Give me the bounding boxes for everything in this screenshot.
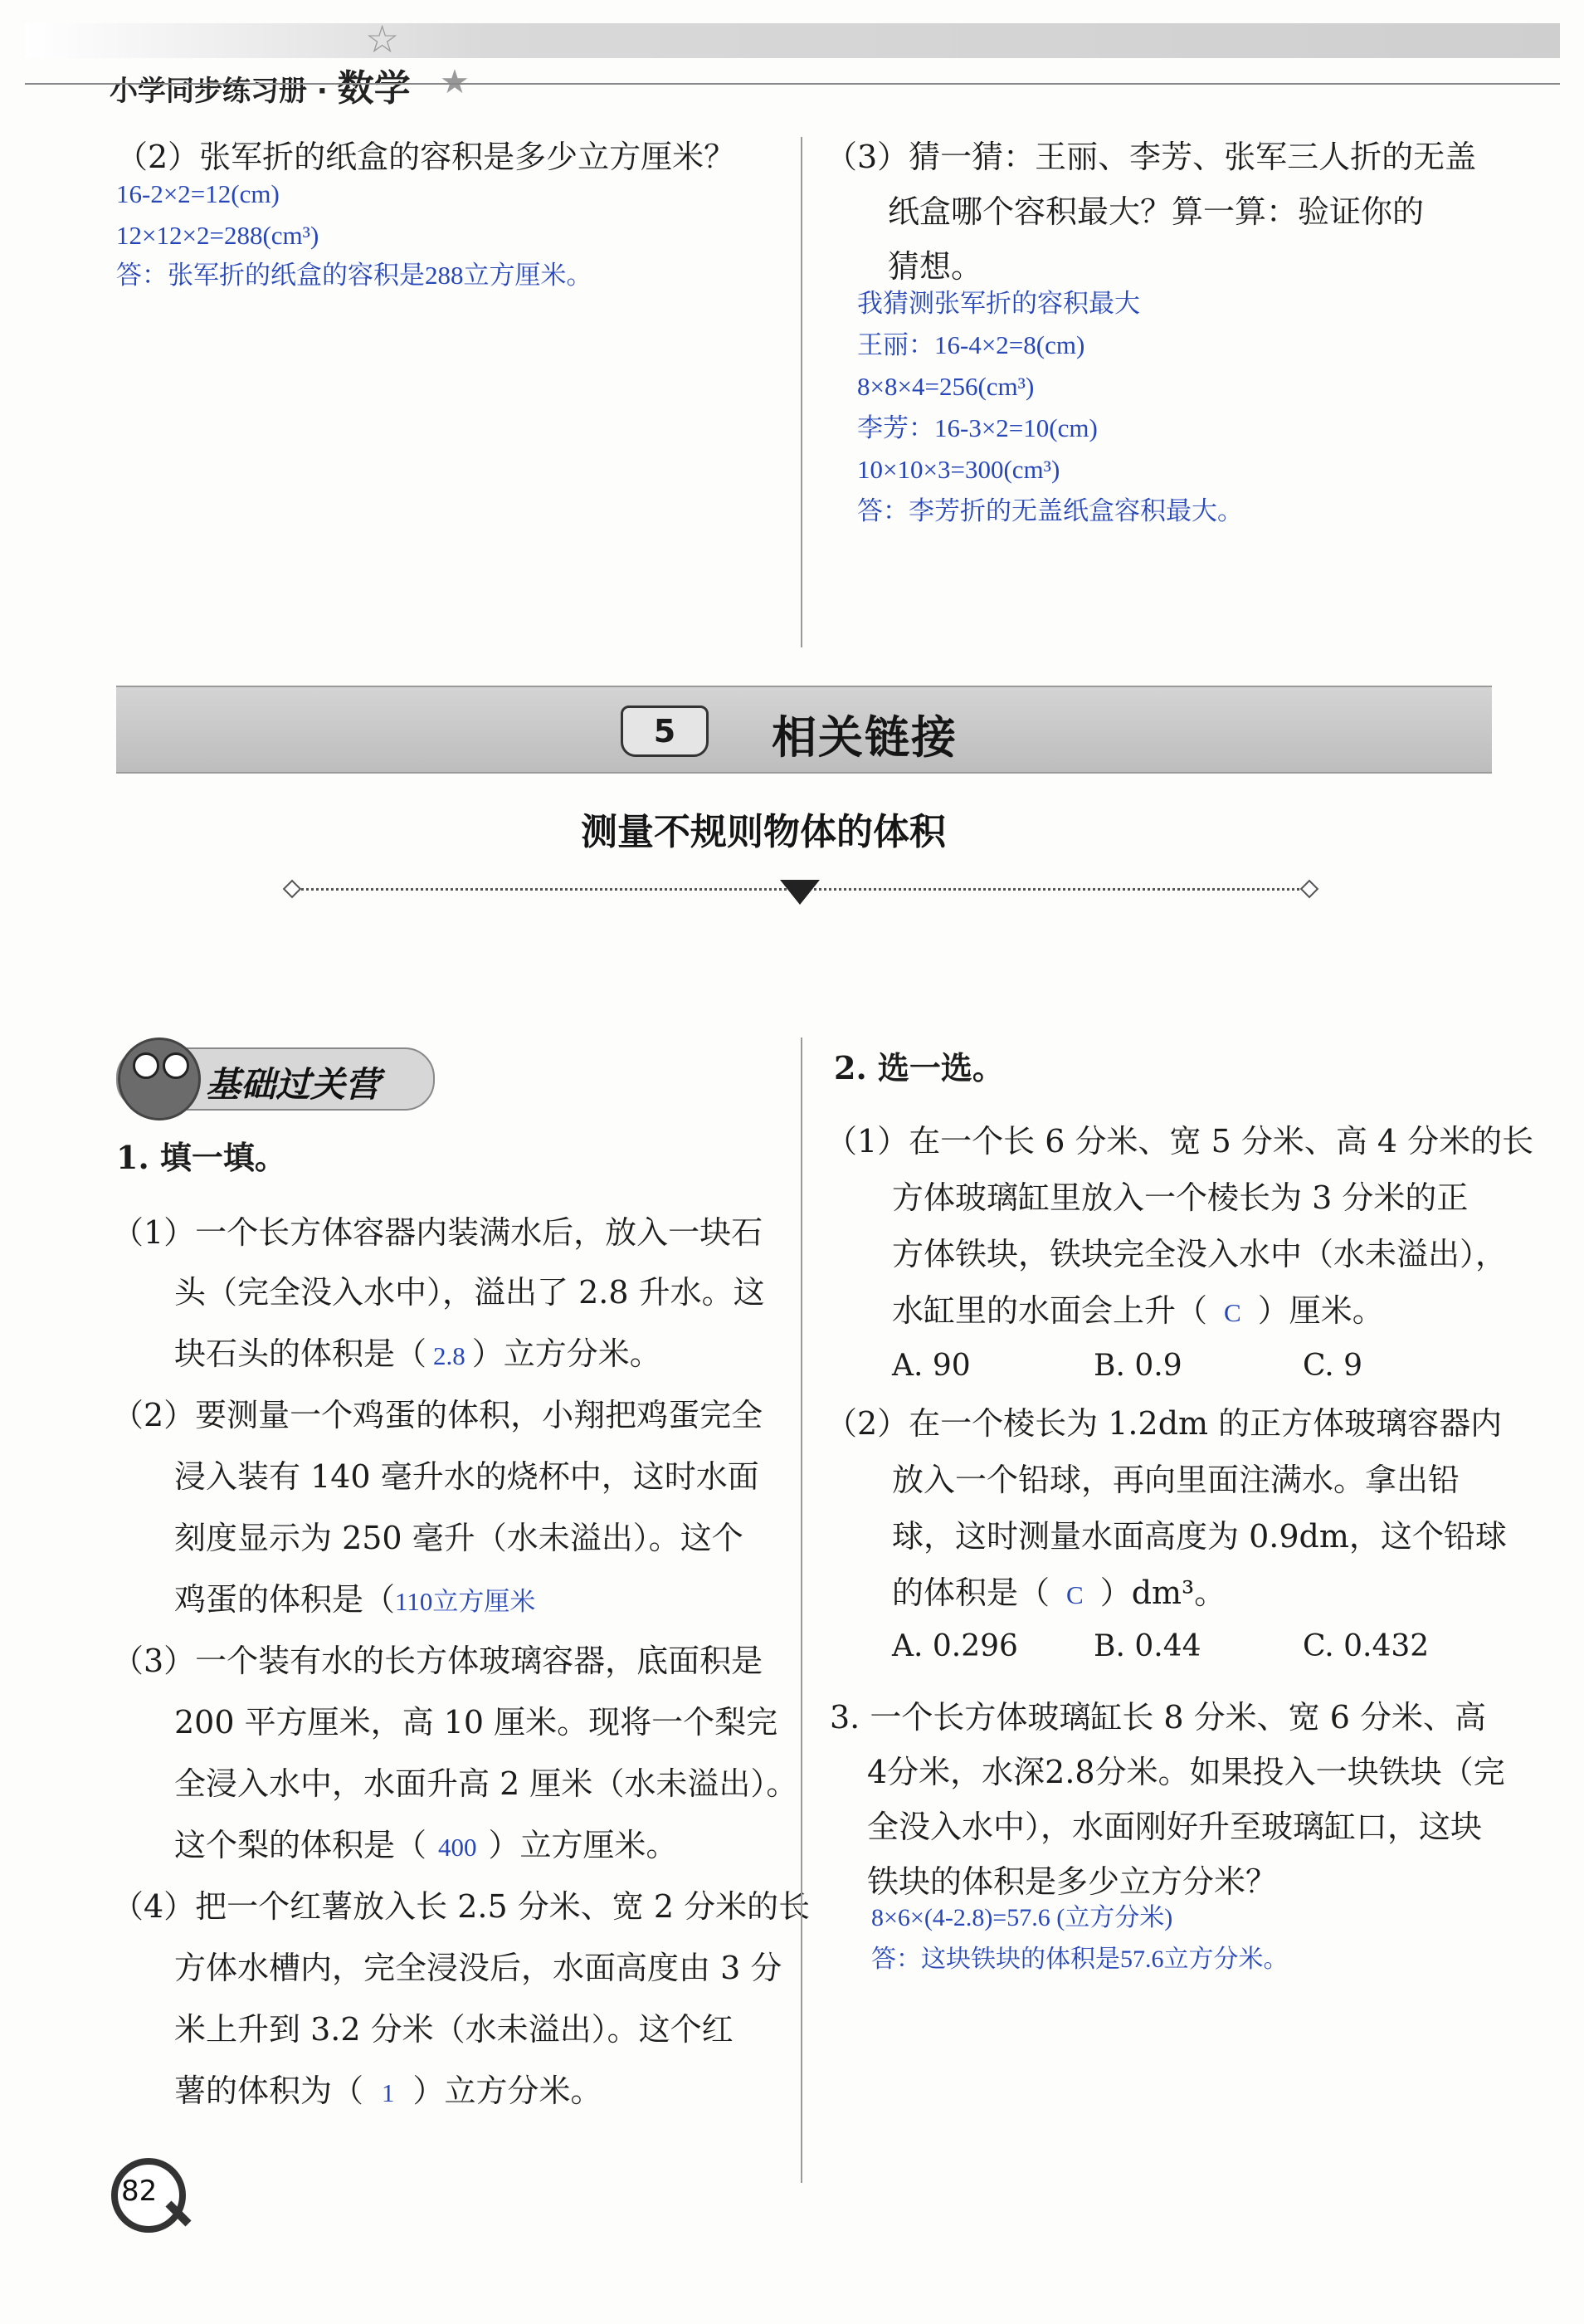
fill-answer: 1 bbox=[382, 2078, 395, 2107]
question-text bbox=[892, 1292, 1384, 1329]
question-text: （3）猜一猜：王丽、李芳、张军三人折的无盖 bbox=[826, 139, 1477, 175]
header-divider bbox=[25, 83, 1560, 85]
answer-line: 12×12×2=288(cm³) bbox=[116, 221, 319, 250]
answer-line: 8×6×(4-2.8)=57.6 (立方分米) bbox=[871, 1904, 1173, 1931]
section-title: 相关链接 bbox=[772, 711, 958, 764]
question-text-part: 薯的体积为（ bbox=[174, 2073, 364, 2109]
eye-icon bbox=[163, 1052, 189, 1079]
eye-icon bbox=[133, 1052, 159, 1079]
answer-line: 8×8×4=256(cm³) bbox=[857, 372, 1035, 401]
question-text-part: 块石头的体积是（ bbox=[174, 1335, 427, 1372]
fill-answer: 2.8 bbox=[433, 1341, 465, 1370]
question-title: 2. 选一选。 bbox=[834, 1049, 1004, 1086]
question-text: （1）一个长方体容器内装满水后，放入一块石 bbox=[112, 1214, 763, 1251]
question-text: 米上升到 3.2 分米（水未溢出）。这个红 bbox=[174, 2011, 734, 2048]
header-title bbox=[110, 58, 411, 111]
fill-answer: 110立方厘米 bbox=[395, 1587, 536, 1616]
question-text: 刻度显示为 250 毫升（水未溢出）。这个 bbox=[174, 1520, 743, 1556]
question-text: 猜想。 bbox=[888, 248, 983, 285]
choice-answer: C bbox=[1066, 1580, 1084, 1609]
question-text: 球，这时测量水面高度为 0.9dm，这个铅球 bbox=[892, 1518, 1507, 1555]
star-icon: ☆ bbox=[365, 17, 400, 61]
question-text-part: 的体积是（ bbox=[892, 1575, 1050, 1611]
question-text: （2）在一个棱长为 1.2dm 的正方体玻璃容器内 bbox=[826, 1405, 1503, 1442]
question-text bbox=[174, 1581, 536, 1618]
question-text: 铁块的体积是多少立方分米？ bbox=[867, 1863, 1278, 1900]
question-text bbox=[174, 1829, 678, 1861]
question-text: （2）要测量一个鸡蛋的体积，小翔把鸡蛋完全 bbox=[112, 1397, 763, 1433]
question-text-part: 这个梨的体积是（ bbox=[174, 1827, 427, 1863]
header-title-main: 数学 bbox=[337, 67, 411, 110]
choice-answer: C bbox=[1224, 1298, 1241, 1327]
question-text: 3. 一个长方体玻璃缸长 8 分米、宽 6 分米、高 bbox=[830, 1699, 1487, 1736]
question-text: 200 平方厘米，高 10 厘米。现将一个梨完 bbox=[174, 1704, 778, 1741]
section-number: 5 bbox=[621, 706, 709, 757]
section-subtitle: 测量不规则物体的体积 bbox=[581, 811, 946, 853]
question-text bbox=[892, 1577, 1226, 1609]
star-icon: ★ bbox=[440, 63, 470, 101]
question-text bbox=[174, 1335, 661, 1372]
question-text: 放入一个铅球，再向里面注满水。拿出铅 bbox=[892, 1462, 1460, 1498]
option-a: A. 90 bbox=[892, 1349, 971, 1383]
question-text-part: ）厘米。 bbox=[1257, 1292, 1384, 1329]
answer-line: 我猜测张军折的容积最大 bbox=[857, 289, 1140, 318]
question-text-part: ）dm³。 bbox=[1099, 1575, 1226, 1611]
header-band bbox=[25, 23, 1560, 58]
question-text: 方体铁块，铁块完全没入水中（水未溢出）， bbox=[892, 1236, 1508, 1272]
question-text: （3）一个装有水的长方体玻璃容器，底面积是 bbox=[112, 1643, 763, 1679]
question-text-part: 水缸里的水面会上升（ bbox=[892, 1292, 1208, 1329]
question-text: （2）张军折的纸盒的容积是多少立方厘米？ bbox=[116, 139, 736, 175]
column-divider bbox=[801, 137, 802, 647]
question-text: 全浸入水中，水面升高 2 厘米（水未溢出）。 bbox=[174, 1765, 798, 1802]
option-c: C. 9 bbox=[1303, 1349, 1363, 1383]
question-title: 1. 填一填。 bbox=[116, 1139, 286, 1176]
question-text: 4分米，水深2.8分米。如果投入一块铁块（完 bbox=[867, 1754, 1505, 1790]
question-text-part: ）立方分米。 bbox=[471, 1335, 661, 1372]
column-divider bbox=[801, 1038, 802, 2183]
question-text: 纸盒哪个容积最大？算一算：验证你的 bbox=[888, 193, 1425, 230]
option-b: B. 0.9 bbox=[1094, 1349, 1182, 1383]
diamond-icon bbox=[283, 880, 302, 899]
header-title-prefix: 小学同步练习册 · bbox=[110, 75, 338, 108]
option-c: C. 0.432 bbox=[1303, 1629, 1430, 1663]
answer-line: 答：这块铁块的体积是57.6立方分米。 bbox=[871, 1946, 1289, 1973]
question-text: 全没入水中），水面刚好升至玻璃缸口，这块 bbox=[867, 1809, 1483, 1845]
question-text: 方体水槽内，完全浸没后，水面高度由 3 分 bbox=[174, 1950, 782, 1986]
frog-mascot-icon bbox=[118, 1038, 201, 1120]
question-text-part: 鸡蛋的体积是（ bbox=[174, 1581, 396, 1618]
badge-label: 基础过关营 bbox=[206, 1064, 381, 1105]
answer-line: 王丽：16-4×2=8(cm) bbox=[857, 330, 1085, 359]
question-text-part: ）立方厘米。 bbox=[488, 1827, 678, 1863]
option-a: A. 0.296 bbox=[892, 1629, 1018, 1663]
question-text: （4）把一个红薯放入长 2.5 分米、宽 2 分米的长 bbox=[112, 1888, 811, 1925]
question-text: 方体玻璃缸里放入一个棱长为 3 分米的正 bbox=[892, 1179, 1469, 1216]
option-b: B. 0.44 bbox=[1094, 1629, 1201, 1663]
fill-answer: 400 bbox=[438, 1833, 477, 1862]
question-text: 浸入装有 140 毫升水的烧杯中，这时水面 bbox=[174, 1458, 759, 1495]
question-text bbox=[174, 2075, 602, 2107]
question-text-part: ）立方分米。 bbox=[412, 2073, 602, 2109]
question-text: 头（完全没入水中），溢出了 2.8 升水。这 bbox=[174, 1274, 765, 1311]
answer-line: 10×10×3=300(cm³) bbox=[857, 455, 1060, 484]
answer-line: 16-2×2=12(cm) bbox=[116, 179, 280, 208]
answer-line: 答：李芳折的无盖纸盒容积最大。 bbox=[857, 496, 1243, 525]
page-number: 82 bbox=[121, 2175, 158, 2208]
answer-line: 李芳：16-3×2=10(cm) bbox=[857, 413, 1098, 442]
diamond-icon bbox=[1300, 880, 1319, 899]
answer-line: 答：张军折的纸盒的容积是288立方厘米。 bbox=[116, 261, 592, 290]
question-text: （1）在一个长 6 分米、宽 5 分米、高 4 分米的长 bbox=[826, 1123, 1534, 1160]
triangle-down-icon bbox=[780, 880, 820, 905]
